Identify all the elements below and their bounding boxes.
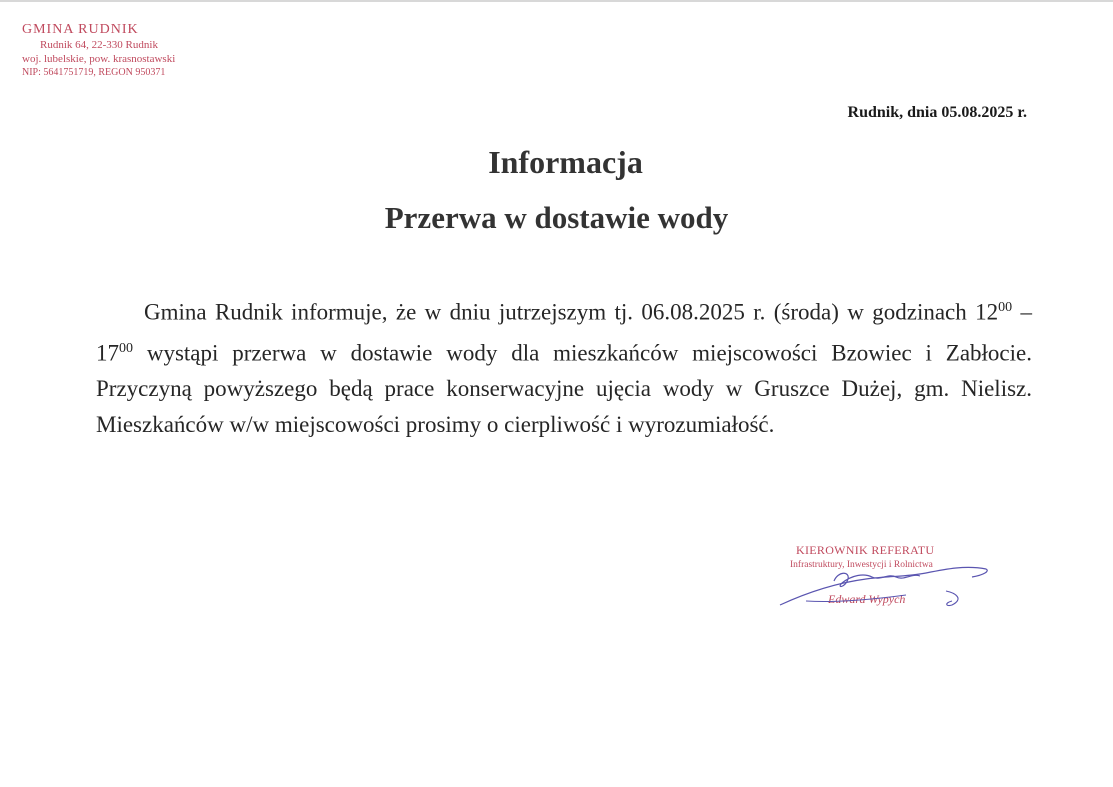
office-stamp	[22, 22, 212, 80]
document-date: Rudnik, dnia 05.08.2025 r.	[847, 104, 1027, 121]
signature-stamp	[776, 543, 996, 613]
body-part-1: Gmina Rudnik informuje, że w dniu jutrzejszym tj. 06.08.2025 r. (środa) w godzinach 12	[144, 299, 999, 325]
time-end-superscript: 00	[119, 340, 133, 356]
page-top-edge	[0, 0, 1113, 2]
document-subtitle: Przerwa w dostawie wody	[384, 200, 729, 235]
handwritten-signature-icon	[776, 543, 996, 613]
stamp-name: GMINA RUDNIK	[22, 22, 139, 37]
document-title: Informacja	[488, 144, 643, 180]
time-start-superscript: 00	[998, 300, 1013, 315]
body-dash: – 17	[96, 299, 1032, 366]
announcement-body	[96, 290, 1032, 443]
stamp-address: Rudnik 64, 22-330 Rudnik	[40, 39, 158, 51]
signature-name: Edward Wypych	[828, 592, 906, 606]
signature-title: KIEROWNIK REFERATU	[796, 543, 935, 557]
stamp-region: woj. lubelskie, pow. krasnostawski	[22, 53, 176, 65]
body-part-2: wystąpi przerwa w dostawie wody dla mieszkańców miejscowości Bzowiec i Zabłocie. Przyczyną powyższego będą prace konserwacyjne ujęcia wody w Gruszce Dużej, gm. Nielisz. Mieszkańców w/w miejscowości prosimy o cierpliwość i wyrozumiałość.	[96, 340, 1032, 438]
signature-department: Infrastruktury, Inwestycji i Rolnictwa	[790, 560, 933, 570]
stamp-tax-ids: NIP: 5641751719, REGON 950371	[22, 67, 166, 78]
announcement-paragraph	[96, 290, 1032, 443]
